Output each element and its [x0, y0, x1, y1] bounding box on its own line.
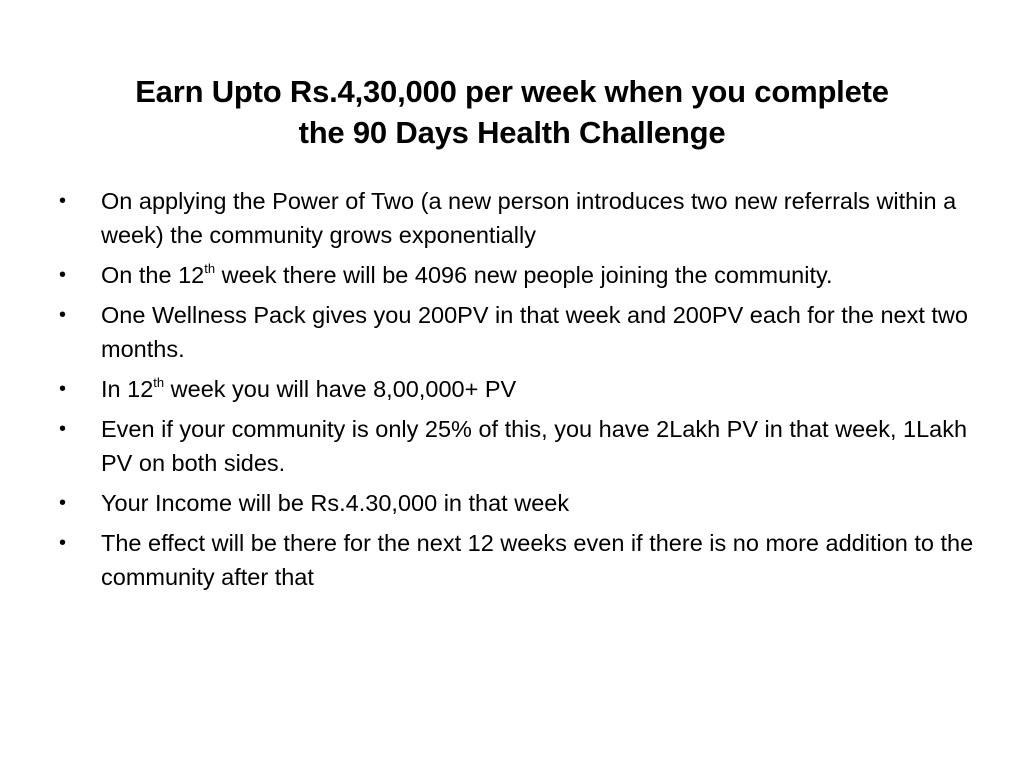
bullet-marker: • [59, 492, 67, 514]
bullet-item-effect-12-weeks [55, 526, 975, 594]
slide-title-line-1: Earn Upto Rs.4,30,000 per week when you complete [135, 73, 889, 109]
bullet-marker: • [59, 264, 67, 286]
bullet-list [55, 184, 975, 600]
bullet-text-superscript: th [153, 375, 165, 390]
bullet-marker: • [59, 304, 67, 326]
bullet-item-12th-week-pv [55, 372, 975, 406]
bullet-text: On applying the Power of Two (a new person introduces two new referrals within a week) the community grows exponentially [101, 188, 957, 248]
bullet-item-12th-week-people [55, 258, 975, 292]
bullet-item-income [55, 486, 975, 520]
bullet-item-community-25-percent [55, 412, 975, 480]
bullet-text-superscript: th [204, 261, 216, 276]
bullet-marker: • [59, 378, 67, 400]
bullet-marker: • [59, 190, 67, 212]
bullet-text: The effect will be there for the next 12 weeks even if there is no more addition to the community after that [101, 530, 974, 590]
bullet-marker: • [59, 418, 67, 440]
bullet-text: One Wellness Pack gives you 200PV in that week and 200PV each for the next two months. [101, 302, 968, 362]
bullet-text-post: week there will be 4096 new people joining the community. [215, 262, 833, 288]
bullet-text-post: week you will have 8,00,000+ PV [164, 376, 517, 402]
slide-title-line-2: the 90 Days Health Challenge [298, 114, 726, 150]
bullet-text-pre: In 12 [101, 376, 154, 402]
slide-title [60, 71, 964, 153]
bullet-text-pre: On the 12 [101, 262, 205, 288]
bullet-item-wellness-pack [55, 298, 975, 366]
bullet-item-power-of-two [55, 184, 975, 252]
bullet-text: Even if your community is only 25% of this, you have 2Lakh PV in that week, 1Lakh PV on both sides. [101, 416, 968, 476]
bullet-marker: • [59, 532, 67, 554]
bullet-text: Your Income will be Rs.4.30,000 in that week [101, 490, 570, 516]
